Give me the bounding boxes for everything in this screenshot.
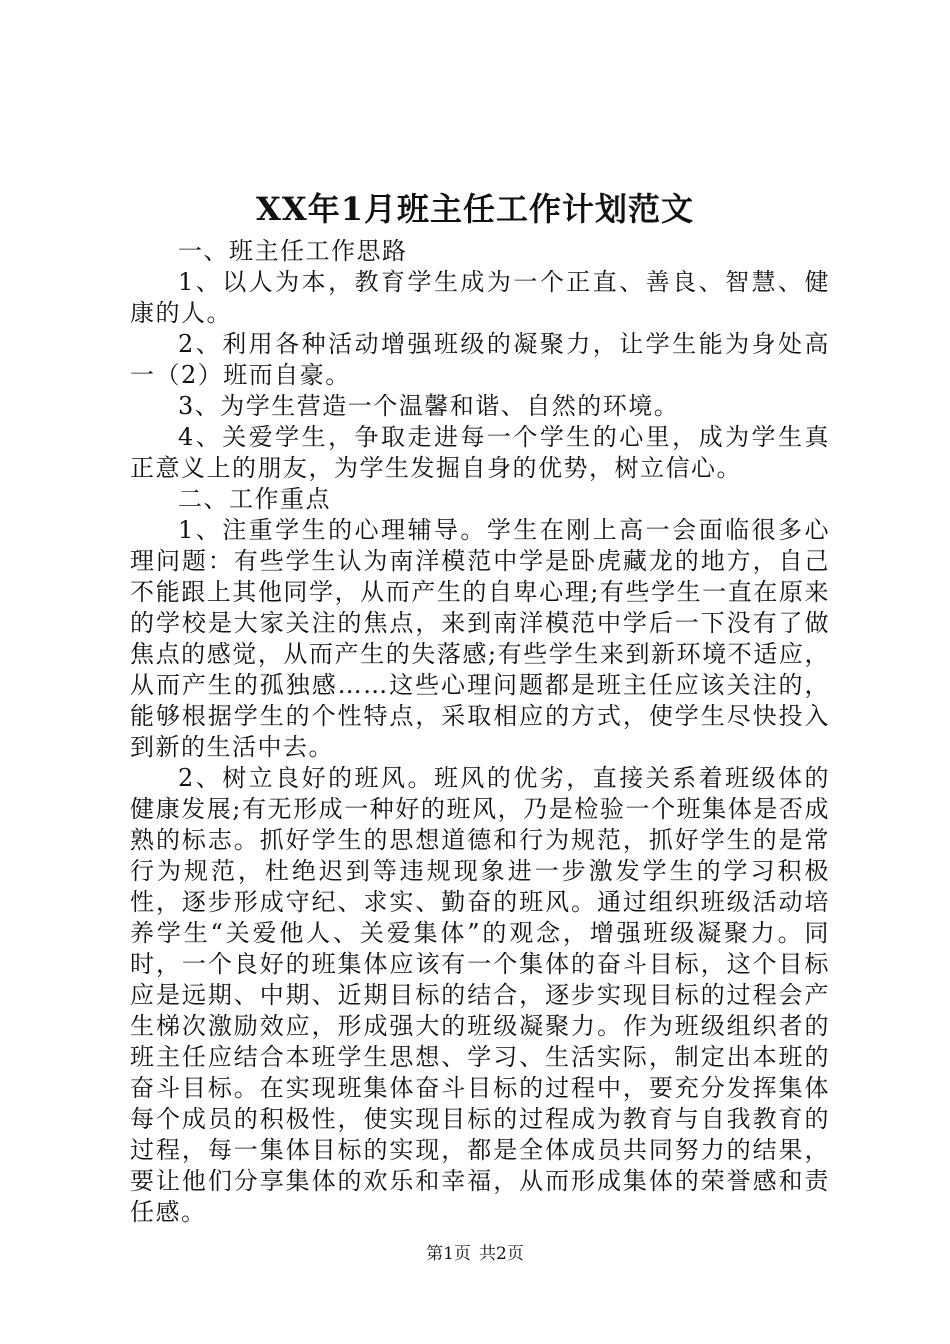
page-footer	[0, 1242, 950, 1266]
paragraph-item: 2、树立良好的班风。班风的优劣，直接关系着班级体的健康发展;有无形成一种好的班风，乃是检验一个班集体是否成熟的标志。抓好学生的思想道德和行为规范，抓好学生的是常行为规范，杜绝迟到等违规现象进一步激发学生的学习积极性，逐步形成守纪、求实、勤奋的班风。通过组织班级活动培养学生“关爱他人、关爱集体”的观念，增强班级凝聚力。同时，一个良好的班集体应该有一个集体的奋斗目标，这个目标应是远期、中期、近期目标的结合，逐步实现目标的过程会产生梯次激励效应，形成强大的班级凝聚力。作为班级组织者的班主任应结合本班学生思想、学习、生活实际，制定出本班的奋斗目标。在实现班集体奋斗目标的过程中，要充分发挥集体每个成员的积极性，使实现目标的过程成为教育与自我教育的过程，每一集体目标的实现，都是全体成员共同努力的结果，要让他们分享集体的欢乐和幸福，从而形成集体的荣誉感和责任感。	[130, 764, 830, 1226]
page-number-current: 第1页	[426, 1244, 471, 1264]
page-number-total: 共2页	[479, 1244, 524, 1264]
paragraph-item: 3、为学生营造一个温馨和谐、自然的环境。	[178, 392, 680, 420]
section-heading-work-focus: 二、工作重点	[178, 485, 331, 513]
paragraph-item: 4、关爱学生，争取走进每一个学生的心里，成为学生真正意义上的朋友，为学生发掘自身的优势，树立信心。	[130, 423, 830, 482]
paragraph-item: 1、以人为本，教育学生成为一个正直、善良、智慧、健康的人。	[130, 268, 830, 327]
document-title: XX年1月班主任工作计划范文	[256, 190, 694, 228]
section-heading-work-approach: 一、班主任工作思路	[178, 237, 408, 265]
document-body	[130, 236, 830, 1228]
paragraph-item: 1、注重学生的心理辅导。学生在刚上高一会面临很多心理问题：有些学生认为南洋模范中学是卧虎藏龙的地方，自己不能跟上其他同学，从而产生的自卑心理;有些学生一直在原来的学校是大家关注的焦点，来到南洋模范中学后一下没有了做焦点的感觉，从而产生的失落感;有些学生来到新环境不适应，从而产生的孤独感……这些心理问题都是班主任应该关注的，能够根据学生的个性特点，采取相应的方式，使学生尽快投入到新的生活中去。	[130, 516, 830, 761]
paragraph-item: 2、利用各种活动增强班级的凝聚力，让学生能为身处高一（2）班而自豪。	[130, 330, 830, 389]
